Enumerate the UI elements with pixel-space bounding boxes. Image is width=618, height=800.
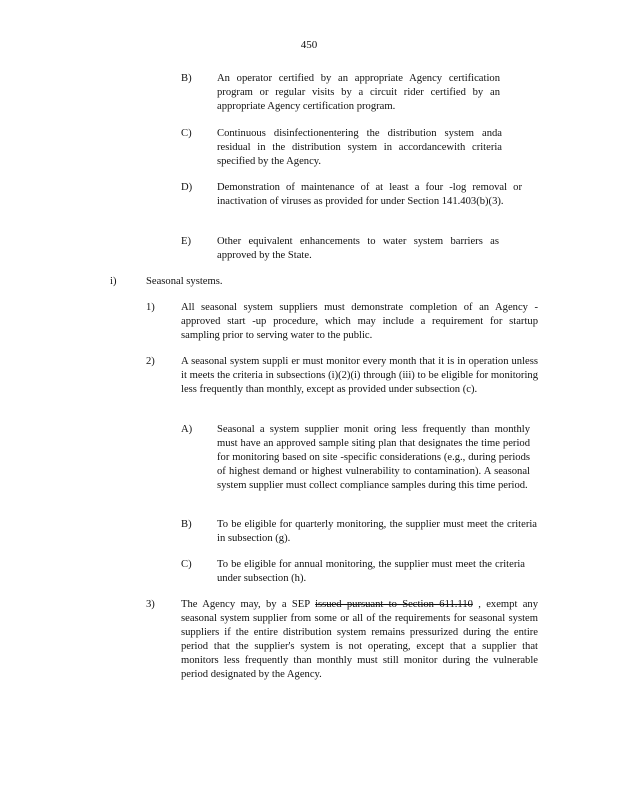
item-text: To be eligible for quarterly monitoring, the supplier must meet the criteria in subsection (g). <box>217 519 537 544</box>
item-text: Seasonal a system supplier monit oring less frequently than monthly must have an approved sample siting plan that designates the time period for monitoring based on site -specific considerations (e.g., during periods of highest demand or highest vulnerability to contamination). A seasonal system supplier must collect compliance samples during this time period. <box>217 424 530 491</box>
item-text: Continuous disinfectionentering the distribution system anda residual in the distribution system in accordancewith criteria specified by the Agency. <box>217 128 502 167</box>
item-text: Demonstration of maintenance of at least a four -log removal or inactivation of viruses as provided for under Section 141.403(b)(3). <box>217 182 522 207</box>
item-label: i) <box>110 276 117 287</box>
item-label: B) <box>181 519 192 530</box>
item-text: To be eligible for annual monitoring, the supplier must meet the criteria under subsection (h). <box>217 559 525 584</box>
item-text <box>181 598 538 682</box>
item-text: All seasonal system suppliers must demonstrate completion of an Agency - approved start -up procedure, which may include a requirement for startup sampling prior to serving water to the public. <box>181 302 538 341</box>
item-text: A seasonal system suppli er must monitor every month that it is in operation unless it meets the criteria in subsections (i)(2)(i) through (iii) to be eligible for monitoring less frequently than monthly, except as provided under subsection (c). <box>181 356 538 395</box>
item-label: D) <box>181 182 193 193</box>
item-label: A) <box>181 424 193 435</box>
item-label: 3) <box>146 599 155 610</box>
item-text-before: The Agency may, by a SEP <box>181 599 316 610</box>
item-text: Other equivalent enhancements to water system barriers as approved by the State. <box>217 236 499 261</box>
item-label: C) <box>181 559 192 570</box>
page-number: 450 <box>300 39 318 51</box>
item-label: E) <box>181 236 191 247</box>
item-text: An operator certified by an appropriate Agency certification program or regular visits by a circuit rider certified by an appropriate Agency certification program. <box>217 73 500 112</box>
item-label: 2) <box>146 356 155 367</box>
item-label: C) <box>181 128 192 139</box>
struck-text: issued pursuant to Section 611.110 <box>315 599 473 610</box>
item-text-after: , exempt any seasonal system supplier from some or all of the requirements for seasonal system suppliers if the entire distribution system remains pressurized during the entire period that the supplier's system is not operating, except that a supplier that monitors less frequently than monthly must still monitor during the vulnerable period designated by the Agency. <box>181 599 538 680</box>
item-label: B) <box>181 73 192 84</box>
section-title: Seasonal systems. <box>146 276 223 287</box>
item-label: 1) <box>146 302 155 313</box>
